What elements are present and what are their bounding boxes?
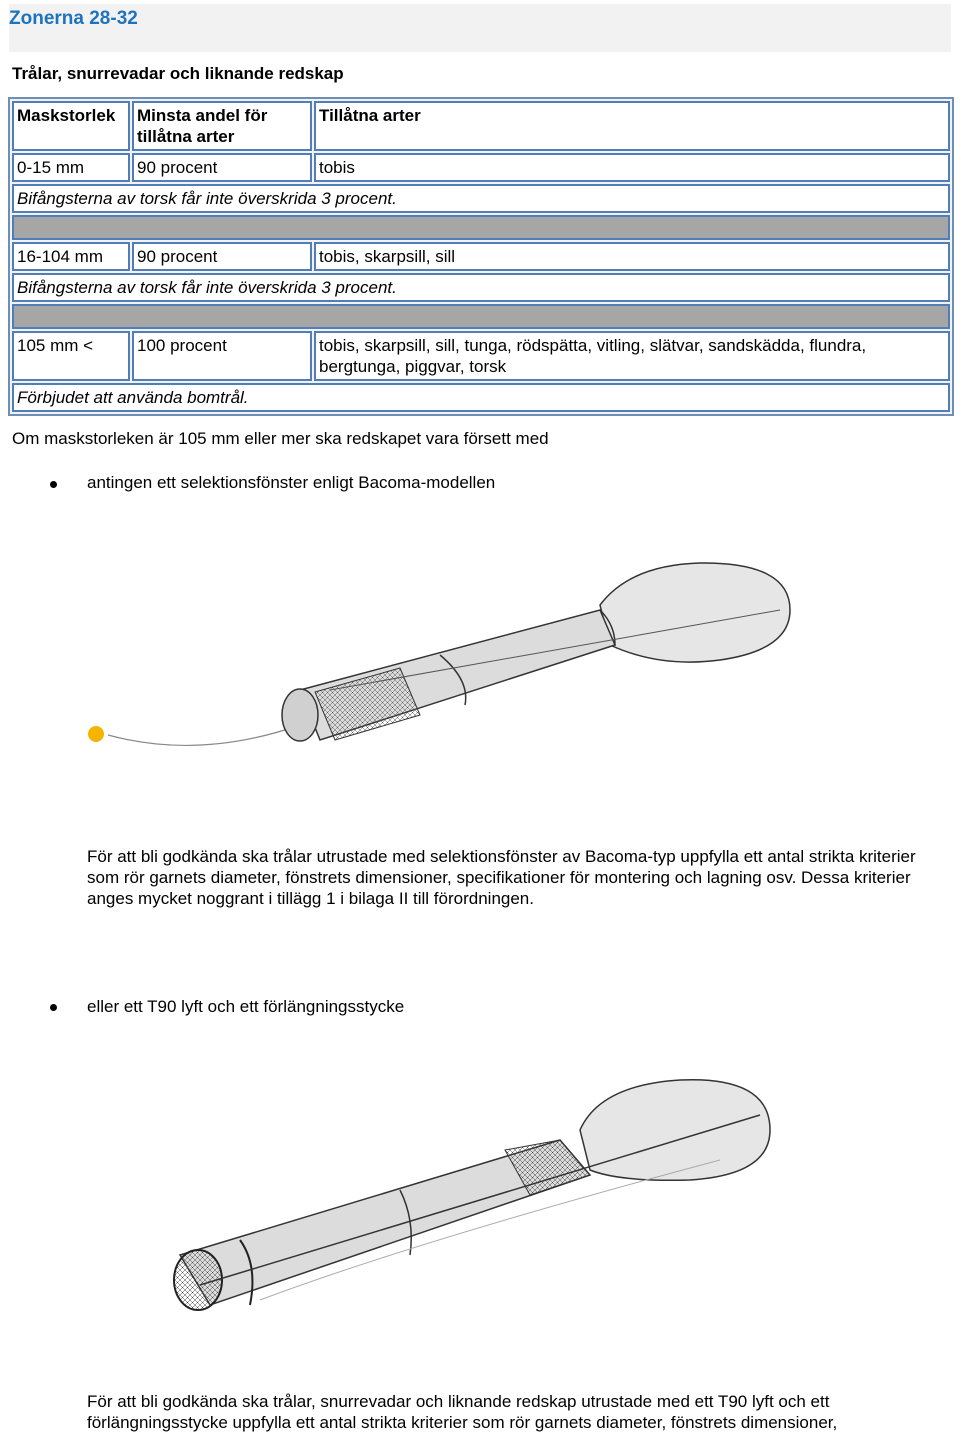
table-row [12,242,950,271]
cell-species: tobis, skarpsill, sill [314,242,950,271]
cell-species: tobis [314,153,950,182]
table-row [12,331,950,381]
header-mesh: Maskstorlek [12,101,130,151]
table-note-row [12,184,950,213]
cell-mesh: 16-104 mm [12,242,130,271]
bullet-icon [50,481,57,488]
bullet-t90: eller ett T90 lyft och ett förlängningsstycke [87,997,405,1016]
mesh-rules-table [8,97,954,416]
table-header-row [12,101,950,151]
bacoma-trawl-diagram [0,555,960,765]
float-icon [88,726,104,742]
header-species: Tillåtna arter [314,101,950,151]
bullet-icon [50,1004,57,1011]
table-separator [12,304,950,329]
table-separator [12,215,950,240]
bullet-bacoma: antingen ett selektionsfönster enligt Bacoma-modellen [87,473,496,492]
cell-share: 100 procent [132,331,312,381]
header-share: Minsta andel för tillåtna arter [132,101,312,151]
table-note-row [12,383,950,412]
table-row [12,153,950,182]
cell-share: 90 procent [132,153,312,182]
cell-note: Förbjudet att använda bomtrål. [12,383,950,412]
page-title: Zonerna 28-32 [9,8,138,29]
cell-species: tobis, skarpsill, sill, tunga, rödspätta, vitling, slätvar, sandskädda, flundra, bergtunga, piggvar, torsk [314,331,950,381]
cell-mesh: 0-15 mm [12,153,130,182]
title-bar [9,4,951,52]
cell-share: 90 procent [132,242,312,271]
table-note-row [12,273,950,302]
intro-text: Om maskstorleken är 105 mm eller mer ska redskapet vara försett med [12,429,549,448]
section-subtitle: Trålar, snurrevadar och liknande redskap [12,64,344,83]
t90-paragraph: För att bli godkända ska trålar, snurrevadar och liknande redskap utrustade med ett T90 lyft och ett förlängningsstycke uppfylla ett antal strikta kriterier som rör garnets diameter, fönstrets dimensioner, [87,1392,838,1432]
cell-mesh: 105 mm < [12,331,130,381]
t90-trawl-diagram [0,1075,960,1325]
cell-note: Bifångsterna av torsk får inte överskrida 3 procent. [12,273,950,302]
bacoma-paragraph: För att bli godkända ska trålar utrustade med selektionsfönster av Bacoma-typ uppfylla ett antal strikta kriterier som rör garnets diameter, fönstrets dimensioner, specifikationer för montering och lagning osv. Dessa kriterier anges mycket noggrant i tillägg 1 i bilaga II till förordningen. [87,847,916,908]
cell-note: Bifångsterna av torsk får inte överskrida 3 procent. [12,184,950,213]
